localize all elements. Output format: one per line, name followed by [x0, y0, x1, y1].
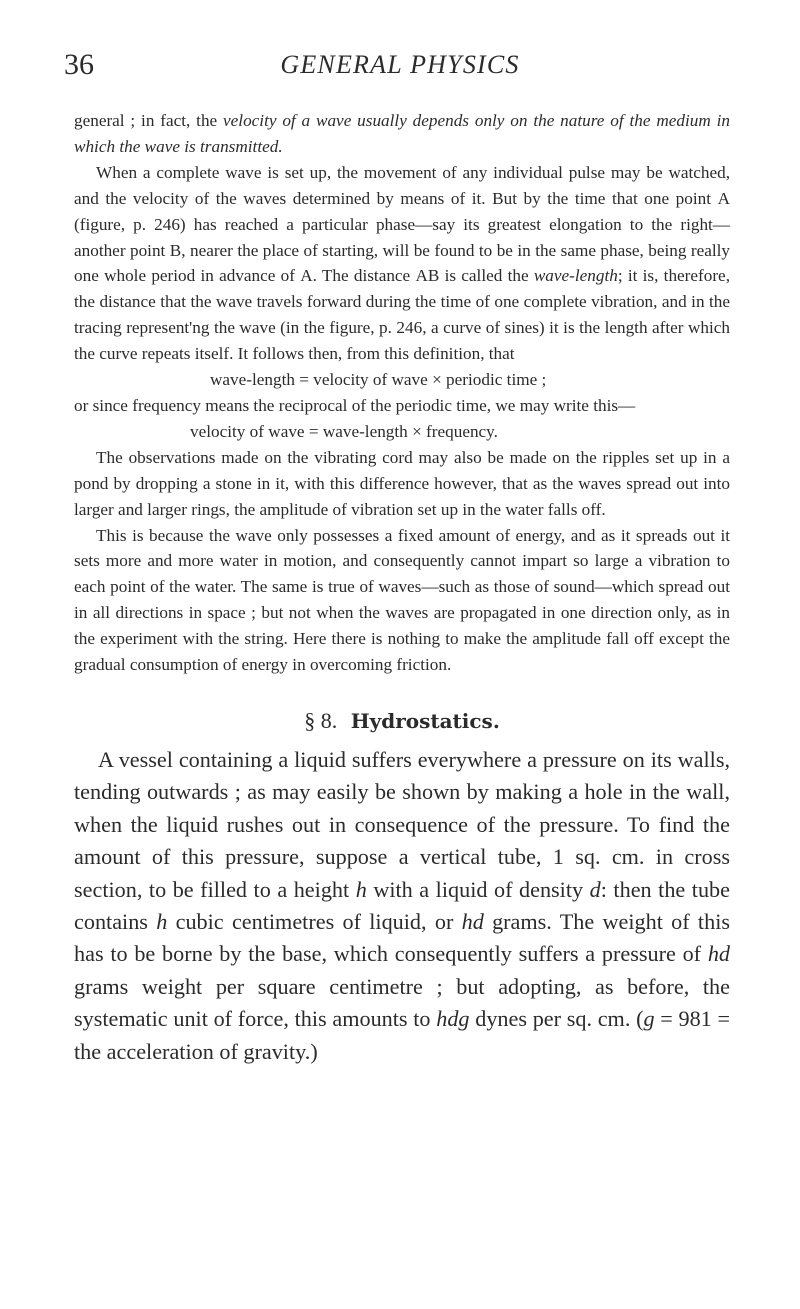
italic-text: hd [707, 941, 730, 967]
section-number: § 8. [304, 707, 338, 733]
italic-text: hdg [436, 1006, 470, 1032]
paragraph [74, 445, 730, 523]
small-print-block [74, 108, 730, 678]
section-title: Hydrostatics. [350, 708, 500, 733]
text-run: grams. The weight of this has to be borne by the base, which consequently suffers a pressure of [74, 908, 730, 967]
page-header [0, 48, 800, 88]
point-label: AB [415, 266, 440, 286]
italic-text: g [643, 1006, 655, 1032]
paragraph [74, 744, 730, 1068]
text-run: The observations made on the vibrating cord may also be made on the ripples set up in a pond by dropping a stone in it, with this difference however, that as the waves spread out into larger and larger rings, the amplitude of vibration set up in the water falls off. [74, 447, 730, 519]
text-run: , nearer the place of starting, will be found to be in the same phase, being really one whole period in advance of [74, 240, 731, 286]
point-label: B [169, 240, 182, 260]
text-run: grams weight per square centimetre ; but adopting, as before, the systematic unit of force, this amounts to [74, 973, 730, 1032]
formula-velocity: velocity of wave = wave-length × frequency. [190, 421, 498, 441]
italic-text: wave-length [533, 266, 618, 286]
italic-text: h [156, 908, 168, 934]
text-run: ; it is, therefore, the distance that the wave travels forward during the time of one complete vibration, and in the tracing represent'ng the wave (in the figure, p. 246, a curve of sines) it is the length after which the curve repeats itself. It follows then, from this definition, that [74, 266, 730, 364]
point-label: A [300, 266, 313, 286]
section-heading [74, 708, 730, 734]
point-label: A [717, 188, 730, 208]
paragraph [74, 393, 730, 419]
page-body [74, 108, 730, 1068]
text-run: is called the [439, 266, 534, 286]
text-run: or since frequency means the reciprocal of the periodic time, we may write this— [74, 395, 636, 415]
page-number: 36 [64, 48, 94, 81]
text-run: A vessel containing a liquid suffers everywhere a pressure on its walls, tending outwards ; as may easily be shown by making a hole in the wall, when the liquid rushes out in consequence of the pressure. To find the amount of this pressure, suppose a vertical tube, 1 sq. cm. in cross section, to be filled to a height [74, 746, 730, 902]
formula-wave-length: wave-length = velocity of wave × periodic time ; [210, 370, 547, 390]
italic-text: h [355, 876, 367, 902]
text-run: general ; in fact, the [74, 111, 224, 130]
text-run: cubic centimetres of liquid, or [167, 908, 462, 934]
text-run: dynes per sq. cm. ( [469, 1006, 644, 1032]
paragraph [74, 160, 730, 367]
italic-text: hd [461, 908, 484, 934]
text-run: (figure, p. 246) has reached a particular phase—say its greatest elongation to the right—another point [74, 214, 730, 260]
text-run: with a liquid of density [366, 876, 590, 902]
text-run: : then the tube contains [74, 876, 730, 934]
italic-text: d [589, 876, 601, 902]
paragraph [74, 523, 730, 678]
text-run: = 981 = the acceleration of gravity.) [74, 1006, 730, 1064]
paragraph [74, 108, 730, 160]
large-print-block [74, 744, 730, 1068]
italic-text: velocity of a wave usually depends only on the nature of the medium in which the wave is transmitted. [74, 111, 730, 156]
text-run: This is because the wave only possesses a fixed amount of energy, and as it spreads out it sets more and more water in motion, and consequently cannot impart so large a vibration to each point of the water. The same is true of waves—such as those of sound—which spread out in all directions in space ; but not when the waves are propagated in one direction only, as in the experiment with the string. Here there is nothing to make the amplitude fall off except the gradual consumption of energy in overcoming friction. [74, 525, 730, 675]
text-run: When a complete wave is set up, the movement of any individual pulse may be watched, and the velocity of the waves determined by means of it. But by the time that one point [74, 162, 730, 208]
running-title: GENERAL PHYSICS [280, 50, 520, 79]
text-run: . The distance [312, 266, 416, 286]
